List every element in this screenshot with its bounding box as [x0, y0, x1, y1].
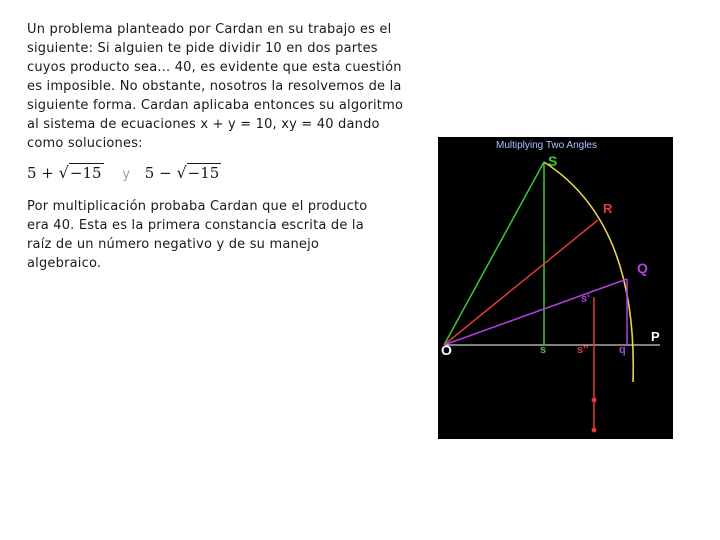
- label-s-prime: s': [581, 293, 590, 305]
- formula-first-prefix: 5 +: [27, 164, 54, 182]
- label-S: S: [548, 153, 558, 169]
- label-O: O: [441, 342, 452, 358]
- formula-first-radicand: −15: [69, 164, 102, 182]
- formula-separator: y: [122, 167, 131, 182]
- label-R: R: [603, 201, 613, 216]
- label-P: P: [651, 329, 660, 344]
- line-OQ: [444, 279, 627, 345]
- sqrt-symbol: √: [176, 163, 187, 182]
- line-OR: [444, 220, 598, 345]
- label-Q: Q: [637, 260, 648, 276]
- intro-paragraph: Un problema planteado por Cardan en su trabajo es el siguiente: Si alguien te pide dividir 10 en dos partes cuyos producto sea... 40, es evidente que esta cuestión es imposible. No obstante, nosotros la resolvemos de la siguiente forma. Cardan aplicaba entonces su algoritmo al sistema de ecuaciones x + y = 10, xy = 40 dando como soluciones:: [27, 22, 404, 151]
- formula-second-prefix: 5 −: [144, 164, 172, 182]
- figure-svg: [438, 137, 673, 439]
- point-a: [592, 398, 597, 403]
- conclusion-paragraph: Por multiplicación probaba Cardan que el producto era 40. Esta es la primera constancia escrita de la raíz de un número negativo y de su manejo algebraico.: [27, 199, 368, 271]
- formula-second-radicand: −15: [187, 164, 220, 182]
- multiplying-angles-figure: [438, 137, 673, 439]
- line-OS: [444, 162, 544, 345]
- cardan-solutions-formula: [27, 162, 221, 186]
- label-s-double-prime: s'': [577, 344, 589, 356]
- label-s: s: [540, 344, 547, 356]
- sqrt-symbol: √: [58, 163, 69, 182]
- label-q: q: [619, 344, 626, 356]
- figure-title: Multiplying Two Angles: [496, 140, 597, 151]
- point-b: [592, 428, 597, 433]
